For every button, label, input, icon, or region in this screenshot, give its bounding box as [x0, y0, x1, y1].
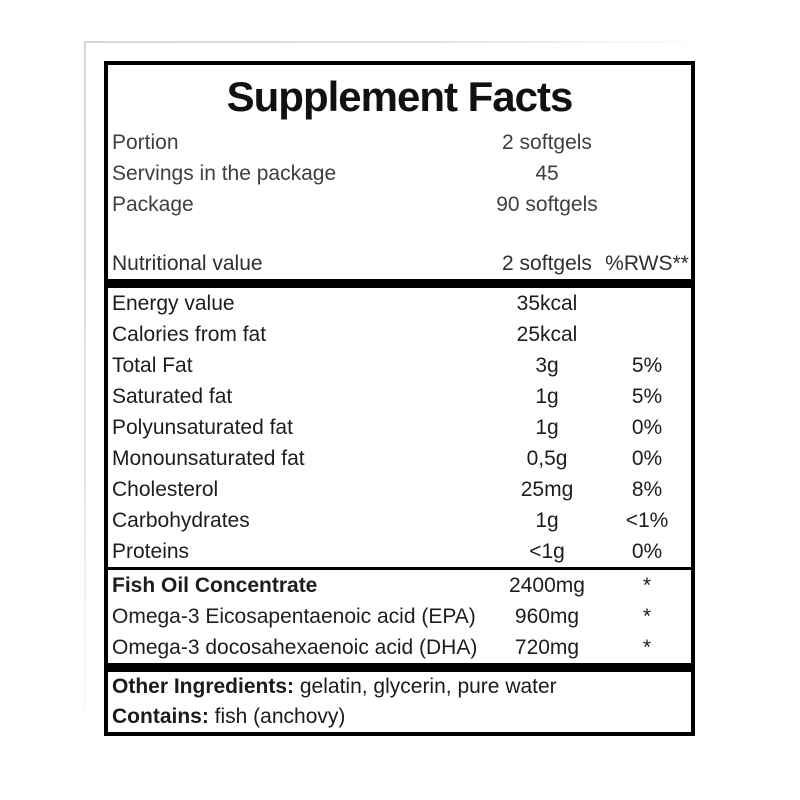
nutrient-name: Energy value	[112, 292, 235, 315]
package-row-value: 90 softgels	[496, 193, 598, 216]
nutrient-name: Cholesterol	[112, 478, 219, 501]
nutrient-row-cholesterol	[108, 474, 691, 505]
nutrient-row-proteins	[108, 536, 691, 567]
nutrient-percent: 5%	[631, 354, 663, 377]
package-row-servings	[108, 158, 691, 189]
nutrient-name: Polyunsaturated fat	[112, 416, 293, 439]
package-row-name: Portion	[112, 131, 179, 154]
nutrient-amount: 3g	[535, 354, 559, 377]
nutrient-percent: 0%	[631, 447, 663, 470]
package-row-package	[108, 189, 691, 220]
nutrient-amount: 25kcal	[516, 323, 578, 346]
thick-divider-top	[108, 279, 691, 288]
nutrient-row-polyunsaturated-fat	[108, 412, 691, 443]
package-row-portion	[108, 127, 691, 158]
table-header-amount: 2 softgels	[502, 252, 592, 275]
active-amount: 720mg	[514, 636, 580, 659]
active-row-fish-oil	[108, 570, 691, 601]
footer-label: Other Ingredients:	[112, 675, 295, 698]
active-name: Omega-3 docosahexaenoic acid (DHA)	[112, 636, 478, 659]
nutrient-percent: <1%	[625, 509, 669, 532]
nutrient-percent: 0%	[631, 416, 663, 439]
active-name: Omega-3 Eicosapentaenoic acid (EPA)	[112, 605, 476, 628]
table-header-name: Nutritional value	[112, 252, 263, 275]
active-row-dha	[108, 632, 691, 663]
nutrient-percent: 0%	[631, 540, 663, 563]
thick-divider-bottom	[108, 663, 691, 672]
nutrient-name: Total Fat	[112, 354, 193, 377]
footer-value: gelatin, glycerin, pure water	[294, 675, 557, 698]
package-row-blank	[603, 158, 691, 189]
active-amount: 2400mg	[509, 574, 585, 597]
nutrient-amount: 25mg	[520, 478, 574, 501]
nutrient-row-monounsaturated-fat	[108, 443, 691, 474]
footer-value: fish (anchovy)	[208, 705, 346, 728]
active-name: Fish Oil Concentrate	[112, 574, 318, 597]
nutrient-amount: 35kcal	[516, 292, 578, 315]
package-row-blank	[603, 127, 691, 158]
active-percent: *	[642, 636, 652, 659]
active-row-epa	[108, 601, 691, 632]
nutrient-amount: 1g	[535, 385, 559, 408]
nutrient-amount: 1g	[535, 509, 559, 532]
active-percent: *	[642, 605, 652, 628]
active-amount: 960mg	[514, 605, 580, 628]
nutrient-amount: <1g	[529, 540, 565, 563]
active-percent: *	[642, 574, 652, 597]
footer-line-other-ingredients	[108, 672, 691, 702]
nutrient-percent: 5%	[631, 385, 663, 408]
photo-edge-top-line	[84, 41, 720, 43]
nutrient-row-calories-fat	[108, 319, 691, 350]
package-row-name: Servings in the package	[112, 162, 337, 185]
blank-row	[108, 220, 691, 248]
nutrient-row-carbohydrates	[108, 505, 691, 536]
nutrient-percent	[603, 319, 691, 350]
nutrient-name: Carbohydrates	[112, 509, 250, 532]
footer-label: Contains:	[112, 705, 209, 728]
nutrient-name: Monounsaturated fat	[112, 447, 305, 470]
table-header-row	[108, 248, 691, 279]
package-row-blank	[603, 189, 691, 220]
nutrient-name: Proteins	[112, 540, 190, 563]
table-header-percent: %RWS**	[605, 252, 689, 275]
nutrient-row-saturated-fat	[108, 381, 691, 412]
nutrient-row-total-fat	[108, 350, 691, 381]
nutrient-percent: 8%	[631, 478, 663, 501]
nutrient-name: Calories from fat	[112, 323, 267, 346]
footer-line-contains	[108, 702, 691, 732]
nutrient-row-energy	[108, 288, 691, 319]
nutrient-amount: 0,5g	[526, 447, 568, 470]
nutrient-percent	[603, 288, 691, 319]
photo-edge-left-line	[84, 41, 86, 753]
nutrient-name: Saturated fat	[112, 385, 233, 408]
package-row-value: 45	[535, 162, 559, 185]
panel-title: Supplement Facts	[226, 73, 573, 120]
nutrient-amount: 1g	[535, 416, 559, 439]
package-row-name: Package	[112, 193, 194, 216]
supplement-facts-panel	[104, 61, 695, 736]
package-row-value: 2 softgels	[502, 131, 592, 154]
